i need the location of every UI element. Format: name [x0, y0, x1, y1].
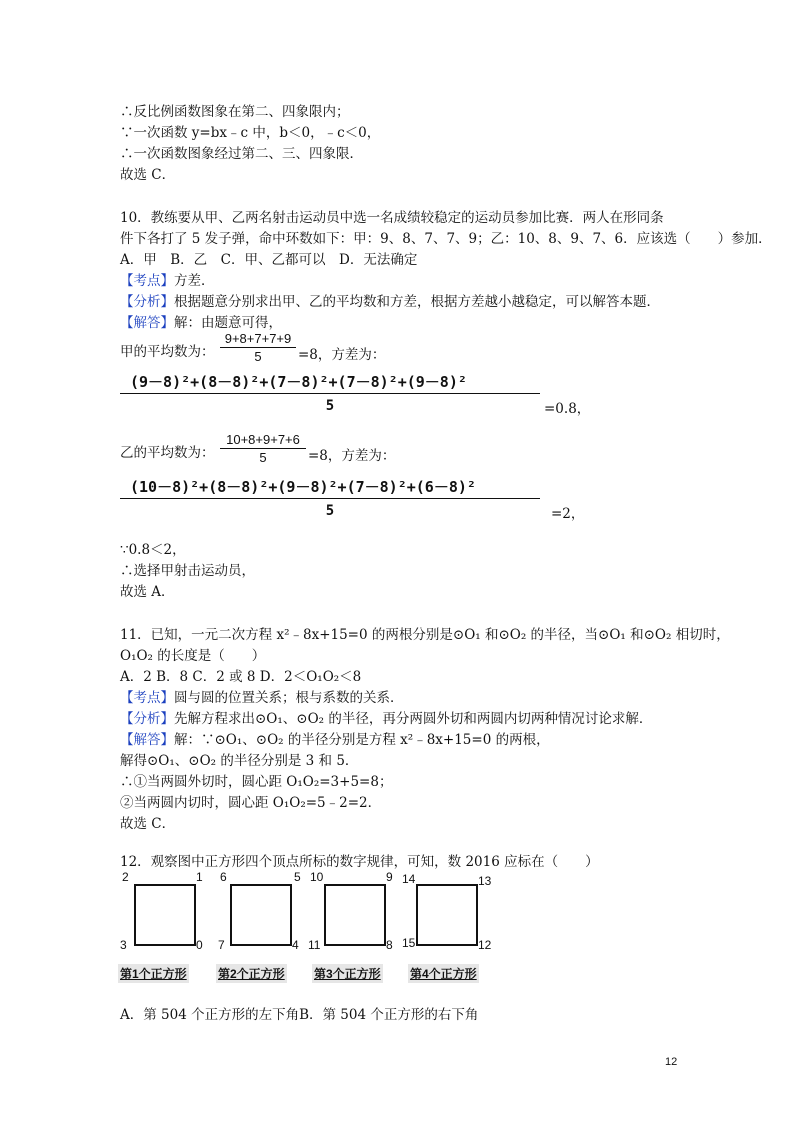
- square-label: 8: [386, 938, 393, 952]
- square-label: 12: [478, 938, 492, 952]
- yi-variance-result: =2，: [551, 506, 585, 522]
- square-label: 6: [220, 870, 227, 884]
- yi-mean-denominator: 5: [259, 450, 267, 465]
- jia-variance-denominator: 5: [325, 398, 335, 414]
- question-11-stem: O₁O₂ 的长度是（ ）: [120, 648, 266, 664]
- square-shape: [416, 884, 478, 946]
- square-label: 15: [402, 936, 416, 950]
- square-shape: [230, 884, 292, 946]
- square-label: 1: [196, 870, 203, 884]
- jieda-tag: 【解答】: [120, 315, 174, 331]
- text-line: ∵一次函数 y=bx﹣c 中，b＜0，﹣c＜0，: [120, 125, 381, 141]
- squares-figure: [118, 870, 498, 986]
- page-number: 12: [665, 1056, 678, 1068]
- text-line: 故选 C．: [120, 816, 176, 832]
- square-label: 7: [218, 938, 225, 952]
- q11-jieda: [120, 731, 550, 749]
- square-label: 0: [196, 938, 203, 952]
- yi-mean-result: =8，方差为：: [308, 448, 396, 464]
- square-label: 9: [386, 870, 393, 884]
- jieda-tag: 【解答】: [120, 732, 174, 748]
- square-shape: [134, 884, 196, 946]
- jieda-text: 解：∵⊙O₁、⊙O₂ 的半径分别是方程 x²﹣8x+15=0 的两根，: [174, 732, 550, 748]
- square-shape: [324, 884, 386, 946]
- text-line: ∴①当两圆外切时，圆心距 O₁O₂=3+5=8；: [120, 774, 393, 790]
- jia-mean-numerator: 9+8+7+7+9: [220, 331, 296, 348]
- question-10-stem: 件下各打了 5 发子弹，命中环数如下：甲：9、8、7、7、9；乙：10、8、9、7、6．应该选（ ）参加．: [120, 231, 772, 247]
- yi-mean-label: 乙的平均数为：: [120, 445, 215, 461]
- jia-mean-denominator: 5: [254, 349, 262, 364]
- fenxi-tag: 【分析】: [120, 294, 174, 310]
- fenxi-text: 先解方程求出⊙O₁、⊙O₂ 的半径，再分两圆外切和两圆内切两种情况讨论求解．: [174, 711, 653, 727]
- square-caption: 第4个正方形: [408, 964, 479, 983]
- text-line: 故选 C．: [120, 167, 176, 183]
- fenxi-text: 根据题意分别求出甲、乙的平均数和方差，根据方差越小越稳定，可以解答本题．: [174, 294, 660, 310]
- question-10-options: A．甲 B．乙 C．甲、乙都可以 D．无法确定: [120, 252, 418, 268]
- q11-fenxi: [120, 710, 652, 728]
- jia-variance-fraction: [120, 369, 540, 414]
- square-label: 3: [120, 938, 127, 952]
- square-caption: 第1个正方形: [118, 964, 189, 983]
- kaodian-text: 方差．: [174, 273, 215, 289]
- question-12-stem: 12．观察图中正方形四个顶点所标的数字规律，可知，数 2016 应标在（ ）: [120, 854, 599, 870]
- text-line: ∴一次函数图象经过第二、三、四象限．: [120, 146, 363, 162]
- q10-fenxi: [120, 293, 660, 311]
- square-label: 14: [402, 872, 416, 886]
- text-line: 故选 A．: [120, 584, 175, 600]
- yi-variance-numerator: (10－8)²+(8－8)²+(9－8)²+(7－8)²+(6－8)²: [130, 478, 476, 496]
- yi-mean-numerator: 10+8+9+7+6: [220, 432, 306, 449]
- yi-variance-fraction: [120, 474, 540, 519]
- text-line: ∵0.8＜2，: [120, 542, 186, 558]
- kaodian-text: 圆与圆的位置关系；根与系数的关系．: [174, 690, 404, 706]
- text-line: ∴选择甲射击运动员，: [120, 563, 255, 579]
- square-label: 13: [478, 874, 492, 888]
- question-10-stem: 10．教练要从甲、乙两名射击运动员中选一名成绩较稳定的运动员参加比赛．两人在形同条: [120, 210, 664, 226]
- q10-kaodian: [120, 272, 215, 290]
- text-line: 解得⊙O₁、⊙O₂ 的半径分别是 3 和 5．: [120, 753, 359, 769]
- jia-variance-result: =0.8，: [544, 401, 591, 417]
- q10-jieda: [120, 314, 282, 332]
- question-11-stem: 11．已知，一元二次方程 x²﹣8x+15=0 的两根分别是⊙O₁ 和⊙O₂ 的半径，当⊙O₁ 和⊙O₂ 相切时，: [120, 627, 730, 643]
- square-label: 5: [294, 870, 301, 884]
- q11-kaodian: [120, 689, 404, 707]
- yi-mean-fraction: [220, 432, 306, 465]
- text-line: ②当两圆内切时，圆心距 O₁O₂=5﹣2=2．: [120, 795, 382, 811]
- jia-mean-fraction: [220, 331, 296, 364]
- yi-variance-denominator: 5: [325, 503, 335, 519]
- question-11-options: A．2 B．8 C．2 或 8 D．2＜O₁O₂＜8: [120, 669, 362, 685]
- square-caption: 第2个正方形: [216, 964, 287, 983]
- kaodian-tag: 【考点】: [120, 690, 174, 706]
- text-line: ∴反比例函数图象在第二、四象限内；: [120, 104, 350, 120]
- question-12-options: A．第 504 个正方形的左下角B．第 504 个正方形的右下角: [120, 1007, 479, 1023]
- jia-variance-numerator: (9－8)²+(8－8)²+(7－8)²+(7－8)²+(9－8)²: [130, 373, 467, 391]
- kaodian-tag: 【考点】: [120, 273, 174, 289]
- jia-mean-label: 甲的平均数为：: [120, 344, 215, 360]
- jia-mean-result: =8，方差为：: [298, 347, 386, 363]
- square-label: 11: [308, 938, 321, 952]
- jieda-text: 解：由题意可得，: [174, 315, 282, 331]
- square-caption: 第3个正方形: [312, 964, 383, 983]
- square-label: 10: [310, 870, 324, 884]
- square-label: 2: [122, 870, 129, 884]
- fenxi-tag: 【分析】: [120, 711, 174, 727]
- square-label: 4: [292, 938, 299, 952]
